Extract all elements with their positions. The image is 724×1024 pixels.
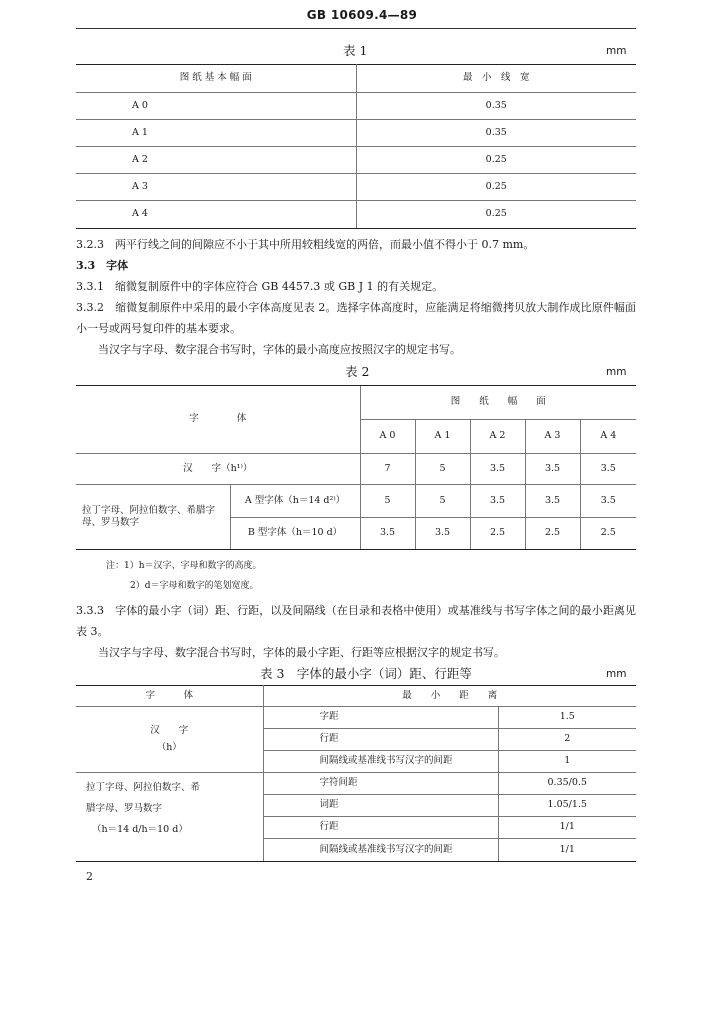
table2-cell: 3.5 [415, 518, 470, 550]
table1-cell: A 1 [76, 120, 356, 147]
paragraph-3-3-1: 3.3.1 缩微复制原件中的字体应符合 GB 4457.3 或 GB J 1 的有关规定。 [76, 280, 444, 293]
table2-note-1: 注：1）h＝汉字、字母和数字的高度。 [106, 561, 262, 571]
table3-item: 间隔线或基准线书写汉字的间距 [263, 839, 498, 862]
table2-size-a3: A 3 [525, 420, 580, 454]
table1-cell: 0.35 [356, 120, 636, 147]
table2-cell: 7 [360, 454, 415, 485]
table1-unit: mm [606, 45, 627, 57]
table3-value: 1.5 [498, 707, 636, 729]
table3-hanzi-label: 汉 字 [150, 725, 189, 737]
table3-item: 行距 [263, 817, 498, 839]
table3-latin-group [76, 773, 263, 862]
table2-cell: 3.5 [470, 454, 525, 485]
table1-header-linewidth: 最 小 线 宽 [356, 65, 636, 93]
section-heading-3-3: 3.3 字体 [76, 259, 129, 272]
table3 [76, 685, 636, 862]
table2-cell: 3.5 [360, 518, 415, 550]
table3-item: 行距 [263, 729, 498, 751]
table3-latin-label-1: 拉丁字母、阿拉伯数字、希 [86, 782, 201, 793]
table2-cell: 3.5 [470, 485, 525, 518]
page-number: 2 [86, 870, 93, 883]
table1-header-format: 图 纸 基 本 幅 面 [76, 65, 356, 93]
table3-value: 2 [498, 729, 636, 751]
table1-cell: A 2 [76, 147, 356, 174]
table2-unit: mm [606, 366, 627, 378]
table2-cell: 5 [415, 485, 470, 518]
table2-latin-group-label: 拉丁字母、阿拉伯数字、希腊字母、罗马数字 [76, 485, 230, 550]
table2-cell: 2.5 [580, 518, 636, 550]
table2-note-2: 2）d＝字母和数字的笔划宽度。 [130, 581, 259, 591]
paragraph-3-3-3-continued: 当汉字与字母、数字混合书写时，字体的最小字距、行距等应根据汉字的规定书写。 [98, 646, 505, 659]
table2-row-hanzi-label: 汉 字（h¹⁾） [76, 454, 360, 485]
table2-row-b-label: B 型字体（h＝10 d） [230, 518, 360, 550]
paragraph-3-2-3: 3.2.3 两平行线之间的间隙应不小于其中所用较粗线宽的两倍，而最小值不得小于 0.7 mm。 [76, 238, 535, 251]
table2-header-format: 图 纸 幅 面 [360, 386, 636, 420]
paragraph-3-3-3: 3.3.3 字体的最小字（词）距、行距，以及间隔线（在目录和表格中使用）或基准线与书写字体之间的最小距离见表 3。 [76, 604, 636, 638]
table3-item: 间隔线或基准线书写汉字的间距 [263, 751, 498, 773]
table3-caption: 表 3 字体的最小字（词）距、行距等 [260, 666, 472, 681]
paragraph-3-3-2-continued: 当汉字与字母、数字混合书写时，字体的最小高度应按照汉字的规定书写。 [98, 343, 461, 356]
table2-row-a-label: A 型字体（h＝14 d²⁾） [230, 485, 360, 518]
table3-value: 1/1 [498, 817, 636, 839]
table3-latin-label-2: 腊字母、罗马数字 [86, 803, 163, 814]
table2-size-a4: A 4 [580, 420, 636, 454]
table3-value: 1 [498, 751, 636, 773]
table1 [76, 64, 636, 229]
table3-hanzi-symbol: （h） [156, 741, 182, 753]
table3-value: 0.35/0.5 [498, 773, 636, 795]
table2-header-font: 字 体 [76, 386, 360, 454]
table2-size-a0: A 0 [360, 420, 415, 454]
table2-cell: 5 [415, 454, 470, 485]
table3-item: 词距 [263, 795, 498, 817]
table3-latin-label-3: （h＝14 d/h＝10 d） [92, 824, 188, 835]
table1-cell: A 3 [76, 174, 356, 201]
table3-item: 字距 [263, 707, 498, 729]
table2-cell: 2.5 [525, 518, 580, 550]
table2-cell: 3.5 [580, 454, 636, 485]
table3-item: 字符间距 [263, 773, 498, 795]
table3-value: 1/1 [498, 839, 636, 862]
document-header: GB 10609.4—89 [306, 8, 418, 22]
table2-caption: 表 2 [345, 364, 370, 379]
table3-unit: mm [606, 668, 627, 680]
table2-cell: 3.5 [525, 485, 580, 518]
table1-cell: A 4 [76, 201, 356, 229]
paragraph-3-3-2: 3.3.2 缩微复制原件中采用的最小字体高度见表 2。选择字体高度时，应能满足将缩微拷贝放大制作成比原件幅面小一号或两号复印件的基本要求。 [76, 301, 636, 335]
table1-cell: 0.25 [356, 147, 636, 174]
table1-cell: A 0 [76, 93, 356, 120]
table2-cell: 3.5 [525, 454, 580, 485]
table2-size-a1: A 1 [415, 420, 470, 454]
table2-cell: 5 [360, 485, 415, 518]
table1-caption: 表 1 [343, 43, 368, 58]
table3-header-font: 字 体 [76, 686, 263, 707]
table1-cell: 0.25 [356, 201, 636, 229]
table2 [76, 385, 636, 550]
table3-hanzi-group [76, 707, 263, 773]
table2-cell: 3.5 [580, 485, 636, 518]
header-rule [76, 28, 636, 29]
table1-cell: 0.25 [356, 174, 636, 201]
table2-cell: 2.5 [470, 518, 525, 550]
table1-cell: 0.35 [356, 93, 636, 120]
table3-header-distance: 最 小 距 离 [263, 686, 636, 707]
table3-value: 1.05/1.5 [498, 795, 636, 817]
table2-size-a2: A 2 [470, 420, 525, 454]
